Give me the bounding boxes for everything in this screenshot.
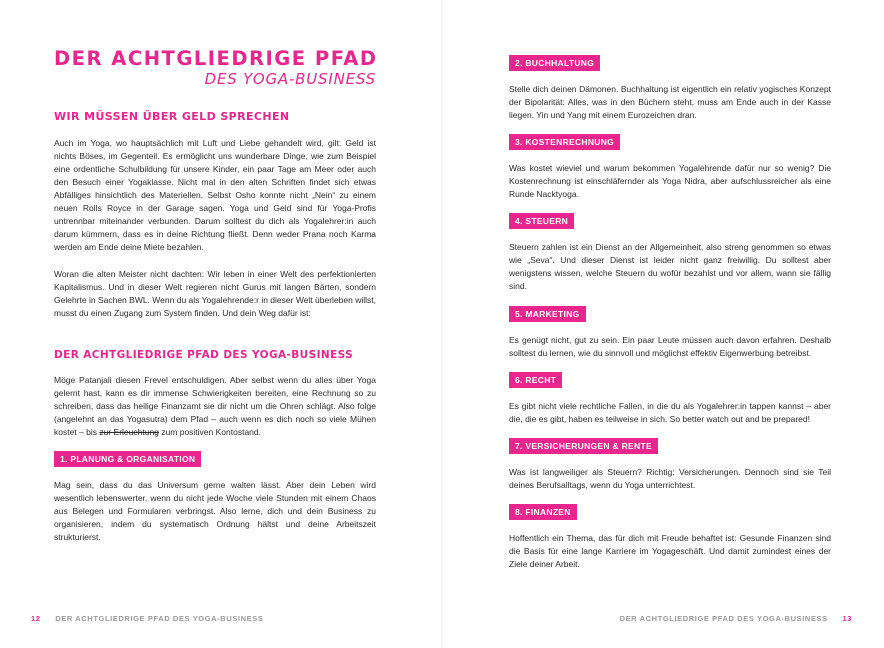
item-label-versicherungen: 7. VERSICHERUNGEN & RENTE: [509, 438, 658, 454]
item-label-kostenrechnung: 3. KOSTENRECHNUNG: [509, 134, 620, 150]
right-footer: [620, 613, 852, 625]
item-label-recht: 6. RECHT: [509, 372, 562, 388]
item-text-kostenrechnung: Was kostet wieviel und warum bekommen Yogalehrende dafür nur so wenig? Die Kostenrechnung ist einschläfernder als Yoga Nidra, aber aufschlussreicher als eine Runde Nacktyoga.: [509, 163, 831, 199]
item-text-marketing: Es genügt nicht, gut zu sein. Ein paar Leute müssen auch davon erfahren. Deshalb solltest du lernen, wie du sinnvoll und möglichst effektiv Eigenwerbung betreibst.: [509, 335, 831, 358]
item-text-versicherungen: Was ist langweiliger als Steuern? Richtig: Versicherungen. Dennoch sind sie Teil deines Berufsalltags, wenn du Yoga unterrichtest.: [509, 467, 831, 490]
patanjali-paragraph: [54, 374, 376, 439]
page-number-left: 12: [31, 614, 41, 623]
second-paragraph: Woran die alten Meister nicht dachten: Wir leben in einer Welt des perfektionierten Kapitalismus. Und in dieser Welt regieren nicht Gurus mit langen Bärten, sondern Gelehrte in Sachen BWL. Wenn du als Yogalehrende:r in dieser Welt überleben willst, musst du einen Zugang zum System finden. Und dein Weg dafür ist:: [54, 269, 376, 318]
running-head-left: DER ACHTGLIEDRIGE PFAD DES YOGA-BUSINESS: [55, 614, 264, 623]
item-label-marketing: 5. MARKETING: [509, 306, 586, 322]
item-text-steuern: Steuern zahlen ist ein Dienst an der Allgemeinheit, also streng genommen so etwas wie „Seva“. Und dieser Dienst ist leider nicht ganz freiwillig. Du solltest aber wenigstens wissen, welche Steuern du wofür bezahlst und vor allem, wann sie fällig sind.: [509, 242, 831, 291]
item-text-buchhaltung: Stelle dich deinen Dämonen. Buchhaltung ist eigentlich ein relativ yogisches Konzept der Bipolarität: Alles, was in den Büchern steht, muss am Ende auch in der Kasse liegen. Yin und Yang mit einem Eurozeichen dran.: [509, 84, 831, 120]
patanjali-end-text: zum positiven Kontostand.: [161, 427, 261, 437]
item-label-finanzen: 8. FINANZEN: [509, 504, 577, 520]
patanjali-text: Möge Patanjali diesen Frevel entschuldigen. Aber selbst wenn du alles über Yoga gelernt hast, kann es dir immense Schwierigkeiten bereiten, eine Rechnung so zu schreiben, dass das heilige Finanzamt sie dir nicht um die Ohren schlägt. Also folge (angelehnt an das Yogasutra) dem Pfad – auch wenn es dich noch so viele Mühen kostet – bis: [54, 375, 376, 437]
intro-paragraph: Auch im Yoga, wo hauptsächlich mit Luft und Liebe gehandelt wird, gilt: Geld ist nichts Böses, im Gegenteil. Es ermöglicht uns wunderbare Dinge, wie zum Beispiel eine ordentliche Schulbildung für unsere Kinder, ein paar Tage am Meer oder auch den Besuch einer Yogaklasse. Nicht mal in den alten Schriften findet sich etwas Abfälliges hinsichtlich des Materiellen. Selbst Osho konnte nicht „Nein“ zu einem neuen Rolls Royce in der Garage sagen. Yoga und Geld sind für Yoga-Profis untrennbar miteinander verbunden. Darum solltest du dich als Yogalehrer:in auch darum kümmern, dass es in deine Richtung fließt. Denn weder Prana noch Karma werden am Ende deine Miete bezahlen.: [54, 138, 376, 252]
item-label-planung: 1. PLANUNG & ORGANISATION: [54, 451, 201, 467]
item-label-buchhaltung: 2. BUCHHALTUNG: [509, 55, 600, 71]
page-number-right: 13: [842, 614, 852, 623]
item-text-recht: Es gibt nicht viele rechtliche Fallen, in die du als Yogalehrer:in tappen kannst – aber die, die es gibt, haben es teilweise in sich. So better watch out and be prepared!: [509, 401, 831, 424]
right-page: [442, 0, 884, 648]
running-head-right: DER ACHTGLIEDRIGE PFAD DES YOGA-BUSINESS: [619, 614, 828, 623]
item-text-finanzen: Hoffentlich ein Thema, das für dich mit Freude behaftet ist: Gesunde Finanzen sind die Basis für eine lange Karriere im Yogageschäft. Und damit zumindest eines der Ziele deiner Arbeit.: [509, 533, 831, 569]
page-subtitle: DES YOGA-BUSINESS: [204, 70, 376, 88]
item-label-steuern: 4. STEUERN: [509, 213, 574, 229]
item-text-planung: Mag sein, dass du das Universum gerne walten lässt. Aber dein Leben wird wesentlich lebenswerter, wenn du nicht jede Woche viele Stunden mit einem Chaos aus Belegen und Formularen verbringst. Also lerne, dich und dein Business zu organisieren, indem du systematisch Ordnung hältst und deine Arbeitszeit strukturierst.: [54, 480, 376, 542]
page-title: DER ACHTGLIEDRIGE PFAD: [54, 47, 378, 70]
section-heading-pfad: DER ACHTGLIEDRIGE PFAD DES YOGA-BUSINESS: [54, 349, 354, 361]
section-heading-geld: WIR MÜSSEN ÜBER GELD SPRECHEN: [54, 110, 290, 123]
strikethrough-text: zur Erleuchtung: [99, 427, 159, 437]
left-footer: [31, 613, 263, 625]
